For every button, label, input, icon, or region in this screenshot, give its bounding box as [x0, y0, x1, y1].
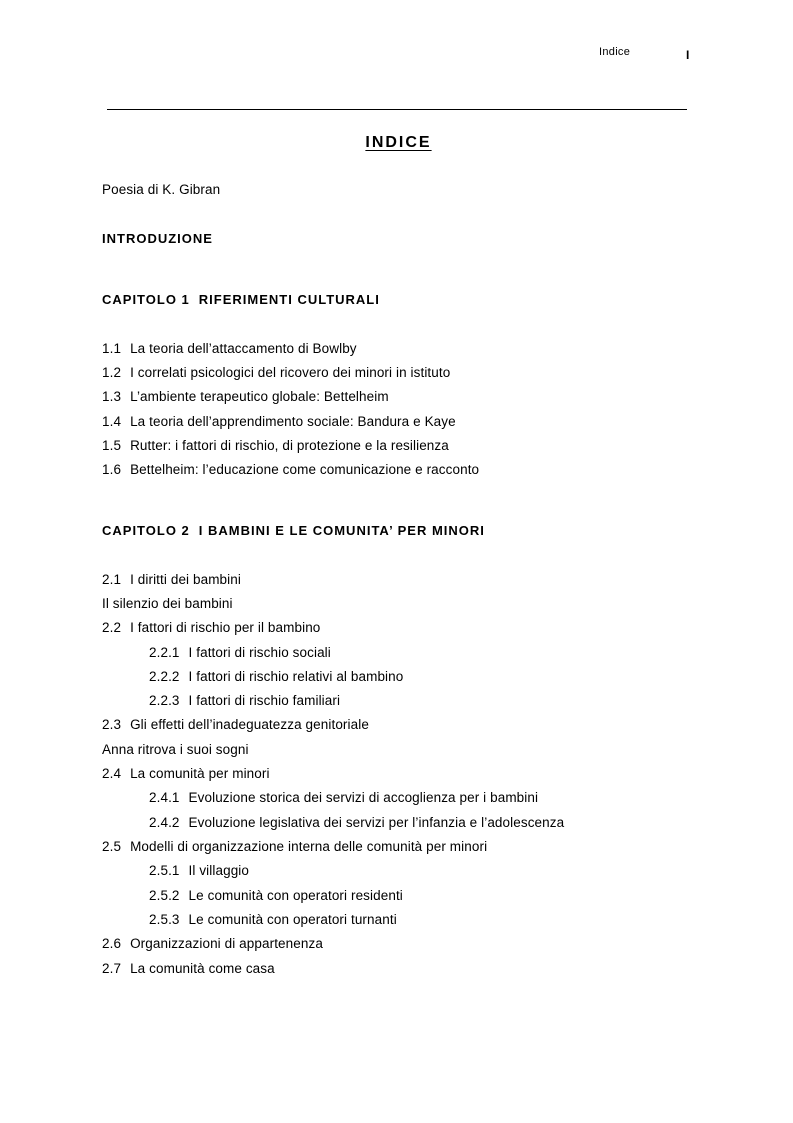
toc-entry-text: La teoria dell’attaccamento di Bowlby: [130, 341, 357, 356]
toc-entry-introduction[interactable]: [102, 229, 213, 249]
toc-entry-2-6[interactable]: [102, 934, 323, 954]
toc-entry-2-2[interactable]: [102, 618, 320, 638]
toc-entry-number: 2.5.1: [149, 863, 180, 878]
toc-entry-1-3[interactable]: [102, 387, 389, 407]
toc-entry-silenzio[interactable]: [102, 594, 233, 614]
toc-entry-number: 2.1: [102, 572, 122, 587]
toc-entry-text: I fattori di rischio relativi al bambino: [188, 669, 404, 684]
toc-entry-text: Evoluzione legislativa dei servizi per l’infanzia e l’adolescenza: [188, 815, 565, 830]
toc-entry-2-5[interactable]: [102, 837, 487, 857]
toc-entry-number: 2.4: [102, 766, 122, 781]
toc-entry-number: 2.6: [102, 936, 122, 951]
toc-entry-2-2-3[interactable]: [149, 691, 340, 711]
toc-entry-number: 1.2: [102, 365, 122, 380]
toc-chapter-title: RIFERIMENTI CULTURALI: [198, 292, 380, 307]
toc-entry-2-4[interactable]: [102, 764, 270, 784]
toc-entry-text: La teoria dell’apprendimento sociale: Bandura e Kaye: [130, 414, 456, 429]
toc-entry-text: Il villaggio: [188, 863, 250, 878]
toc-entry-text: I diritti dei bambini: [130, 572, 241, 587]
toc-entry-text: Le comunità con operatori residenti: [188, 888, 403, 903]
toc-entry-number: 2.5.3: [149, 912, 180, 927]
toc-entry-1-1[interactable]: [102, 339, 357, 359]
toc-entry-number: 2.2: [102, 620, 122, 635]
toc-entry-2-1[interactable]: [102, 570, 241, 590]
toc-entry-number: 2.5: [102, 839, 122, 854]
toc-entry-number: 1.6: [102, 462, 122, 477]
toc-entry-text: La comunità come casa: [130, 961, 275, 976]
toc-chapter-number: CAPITOLO 1: [102, 292, 190, 307]
toc-entry-2-7[interactable]: [102, 959, 275, 979]
toc-entry-2-5-1[interactable]: [149, 861, 249, 881]
toc-entry-number: 2.2.2: [149, 669, 180, 684]
toc-entry-text: L’ambiente terapeutico globale: Bettelheim: [130, 389, 389, 404]
toc-entry-1-5[interactable]: [102, 436, 449, 456]
toc-entry-1-4[interactable]: [102, 412, 456, 432]
toc-entry-text: I correlati psicologici del ricovero dei minori in istituto: [130, 365, 451, 380]
toc-entry-text: Rutter: i fattori di rischio, di protezione e la resilienza: [130, 438, 449, 453]
header-page-marker: I: [686, 48, 690, 62]
toc-entry-anna[interactable]: [102, 740, 249, 760]
toc-entry-number: 2.4.1: [149, 790, 180, 805]
toc-chapter-1[interactable]: [102, 290, 380, 310]
toc-entry-text: Gli effetti dell’inadeguatezza genitoriale: [130, 717, 369, 732]
toc-entry-number: 2.7: [102, 961, 122, 976]
toc-entry-1-2[interactable]: [102, 363, 450, 383]
toc-entry-number: 1.3: [102, 389, 122, 404]
toc-entry-number: 2.5.2: [149, 888, 180, 903]
toc-entry-text: INTRODUZIONE: [102, 231, 213, 246]
toc-entry-number: 2.4.2: [149, 815, 180, 830]
toc-entry-2-4-1[interactable]: [149, 788, 538, 808]
toc-entry-text: I fattori di rischio per il bambino: [130, 620, 321, 635]
toc-chapter-number: CAPITOLO 2: [102, 523, 190, 538]
toc-entry-number: 1.1: [102, 341, 122, 356]
toc-entry-text: Il silenzio dei bambini: [102, 596, 233, 611]
toc-entry-text: Organizzazioni di appartenenza: [130, 936, 323, 951]
toc-entry-poem[interactable]: [102, 180, 220, 200]
toc-entry-2-2-1[interactable]: [149, 643, 331, 663]
toc-entry-number: 2.2.3: [149, 693, 180, 708]
toc-entry-2-4-2[interactable]: [149, 813, 564, 833]
toc-entry-2-2-2[interactable]: [149, 667, 403, 687]
toc-entry-number: 2.3: [102, 717, 122, 732]
toc-entry-text: Anna ritrova i suoi sogni: [102, 742, 249, 757]
toc-entry-text: Poesia di K. Gibran: [102, 182, 221, 197]
toc-entry-text: La comunità per minori: [130, 766, 270, 781]
toc-entry-text: Le comunità con operatori turnanti: [188, 912, 397, 927]
toc-entry-2-3[interactable]: [102, 715, 369, 735]
toc-entry-text: Evoluzione storica dei servizi di accoglienza per i bambini: [188, 790, 539, 805]
toc-entry-number: 2.2.1: [149, 645, 180, 660]
toc-entry-number: 1.4: [102, 414, 122, 429]
header-section-title: Indice: [599, 46, 631, 58]
page-title-text: INDICE: [365, 134, 432, 151]
toc-chapter-2[interactable]: [102, 521, 485, 541]
toc-entry-text: I fattori di rischio familiari: [188, 693, 341, 708]
toc-entry-1-6[interactable]: [102, 460, 479, 480]
toc-entry-text: Bettelheim: l’educazione come comunicazione e racconto: [130, 462, 480, 477]
toc-entry-2-5-2[interactable]: [149, 886, 403, 906]
toc-entry-text: Modelli di organizzazione interna delle comunità per minori: [130, 839, 488, 854]
toc-entry-text: I fattori di rischio sociali: [188, 645, 331, 660]
toc-entry-number: 1.5: [102, 438, 122, 453]
toc-entry-2-5-3[interactable]: [149, 910, 397, 930]
toc-chapter-title: I BAMBINI E LE COMUNITA’ PER MINORI: [198, 523, 485, 538]
